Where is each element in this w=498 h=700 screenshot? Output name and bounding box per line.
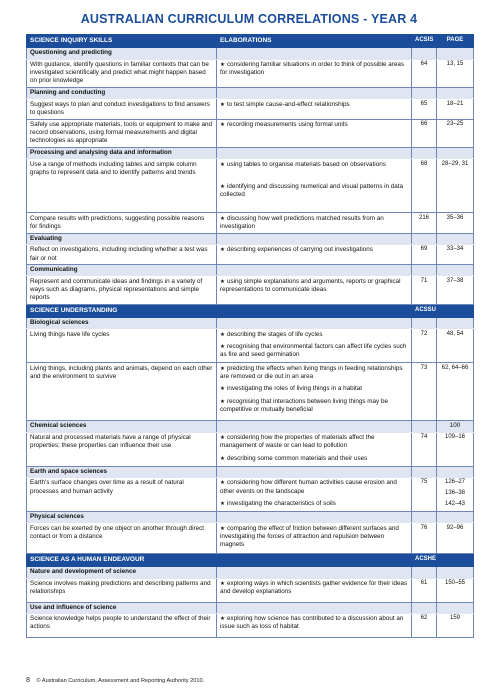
table-row bbox=[27, 578, 474, 602]
table-row bbox=[27, 613, 474, 637]
outcome-text: Use a range of methods including tables and simple column graphs to represent data and to identify patterns and trends bbox=[27, 159, 217, 213]
subheading: Physical sciences bbox=[27, 511, 217, 522]
star-icon: ★ bbox=[220, 455, 225, 462]
code: 216 bbox=[412, 213, 437, 233]
page-number: 8 bbox=[26, 677, 30, 684]
header-acshe: ACSHE bbox=[412, 554, 437, 567]
code: 64 bbox=[412, 59, 437, 88]
code: 76 bbox=[412, 523, 437, 554]
page-title: AUSTRALIAN CURRICULUM CORRELATIONS - YEAR 4 bbox=[80, 12, 418, 26]
star-icon: ★ bbox=[220, 344, 225, 351]
subheading: Biological sciences bbox=[27, 318, 217, 329]
subheading: Communicating bbox=[27, 265, 217, 276]
star-icon: ★ bbox=[220, 500, 225, 507]
elaboration: ★ discussing how well predictions matched results from an investigation bbox=[217, 213, 412, 233]
section-header-inquiry bbox=[27, 35, 474, 48]
outcome-text: Suggest ways to plan and conduct investigations to find answers to questions bbox=[27, 99, 217, 119]
star-icon: ★ bbox=[220, 278, 225, 285]
pages: 13, 15 bbox=[437, 59, 474, 88]
subheading-row bbox=[27, 567, 474, 578]
table-row bbox=[27, 363, 474, 421]
star-icon: ★ bbox=[220, 386, 225, 393]
code: 69 bbox=[412, 244, 437, 264]
star-icon: ★ bbox=[220, 161, 225, 168]
pages: 159 bbox=[437, 613, 474, 637]
subheading: Questioning and predicting bbox=[27, 48, 217, 59]
outcome-text: With guidance, identify questions in familiar contexts that can be investigated scientifically and predict what might happen based on prior knowledge bbox=[27, 59, 217, 88]
table-row bbox=[27, 244, 474, 264]
pages: 48, 54 bbox=[437, 329, 474, 363]
subheading-row bbox=[27, 233, 474, 244]
table-row bbox=[27, 329, 474, 363]
subheading-row bbox=[27, 148, 474, 159]
outcome-text: Earth's surface changes over time as a result of natural processes and human activity bbox=[27, 477, 217, 511]
pages: 28–29, 31 bbox=[437, 159, 474, 213]
code: 65 bbox=[412, 99, 437, 119]
star-icon: ★ bbox=[220, 398, 225, 405]
table-row bbox=[27, 119, 474, 148]
outcome-text: Represent and communicate ideas and findings in a variety of ways such as diagrams, physical representations and simple reports bbox=[27, 276, 217, 305]
subheading-row bbox=[27, 511, 474, 522]
outcome-text: Compare results with predictions, suggesting possible reasons for findings bbox=[27, 213, 217, 233]
elaboration: ★ to test simple cause-and-effect relationships bbox=[217, 99, 412, 119]
header-acsis: ACSIS bbox=[412, 35, 437, 48]
code: 68 bbox=[412, 159, 437, 213]
pages: 92–96 bbox=[437, 523, 474, 554]
pages: 100 bbox=[437, 421, 474, 432]
outcome-text: Science knowledge helps people to understand the effect of their actions bbox=[27, 613, 217, 637]
correlations-table bbox=[26, 34, 474, 638]
star-icon: ★ bbox=[220, 616, 225, 623]
pages: 37–38 bbox=[437, 276, 474, 305]
pages: 109–16 bbox=[437, 432, 474, 466]
table-row bbox=[27, 213, 474, 233]
pages: 18–21 bbox=[437, 99, 474, 119]
star-icon: ★ bbox=[220, 101, 225, 108]
page-footer bbox=[26, 677, 204, 684]
star-icon: ★ bbox=[220, 122, 225, 129]
elaboration: ★ using simple explanations and arguments, reports or graphical representations to communicate ideas bbox=[217, 276, 412, 305]
subheading-row bbox=[27, 421, 474, 432]
subheading: Evaluating bbox=[27, 233, 217, 244]
table-row bbox=[27, 99, 474, 119]
section-header-endeavour bbox=[27, 554, 474, 567]
section-header-understanding bbox=[27, 304, 474, 317]
pages: 62, 64–66 bbox=[437, 363, 474, 421]
subheading-row bbox=[27, 88, 474, 99]
code: 73 bbox=[412, 363, 437, 421]
star-icon: ★ bbox=[220, 435, 225, 442]
elaboration: ★ considering how different human activities cause erosion and other events on the landscape ★ investigating the characteristics of soils bbox=[217, 477, 412, 511]
subheading-row bbox=[27, 466, 474, 477]
outcome-text: Safely use appropriate materials, tools or equipment to make and record observations, using formal measurements and digital technologies as appropriate bbox=[27, 119, 217, 148]
star-icon: ★ bbox=[220, 581, 225, 588]
pages: 23–25 bbox=[437, 119, 474, 148]
elaboration: ★ describing experiences of carrying out investigations bbox=[217, 244, 412, 264]
subheading-row bbox=[27, 602, 474, 613]
star-icon: ★ bbox=[220, 247, 225, 254]
star-icon: ★ bbox=[220, 365, 225, 372]
table-row bbox=[27, 276, 474, 305]
header-understanding: SCIENCE UNDERSTANDING bbox=[27, 304, 412, 317]
code: 74 bbox=[412, 432, 437, 466]
elaboration: ★ considering how the properties of materials affect the management of waste or can lead to pollution ★ describing some common materials and their uses bbox=[217, 432, 412, 466]
pages: 33–34 bbox=[437, 244, 474, 264]
elaboration: ★ comparing the effect of friction between different surfaces and investigating the forces of attraction and repulsion between magnets bbox=[217, 523, 412, 554]
elaboration: ★ predicting the effects when living things in feeding relationships are removed or die out in an area ★ investigating the roles of living things in a habitat ★ recognising that interactions between living things may be competitive or mutually beneficial bbox=[217, 363, 412, 421]
outcome-text: Living things have life cycles bbox=[27, 329, 217, 363]
star-icon: ★ bbox=[220, 480, 225, 487]
header-elaborations: ELABORATIONS bbox=[217, 35, 412, 48]
outcome-text: Reflect on investigations, including including whether a test was fair or not bbox=[27, 244, 217, 264]
subheading: Planning and conducting bbox=[27, 88, 217, 99]
star-icon: ★ bbox=[220, 184, 225, 190]
outcome-text: Natural and processed materials have a range of physical properties; these properties can influence their use bbox=[27, 432, 217, 466]
subheading: Processing and analysing data and information bbox=[27, 148, 217, 159]
star-icon: ★ bbox=[220, 331, 225, 338]
code: 66 bbox=[412, 119, 437, 148]
subheading-row bbox=[27, 265, 474, 276]
code: 72 bbox=[412, 329, 437, 363]
subheading: Earth and space sciences bbox=[27, 466, 217, 477]
table-row bbox=[27, 59, 474, 88]
header-endeavour: SCIENCE AS A HUMAN ENDEAVOUR bbox=[27, 554, 412, 567]
elaboration: ★ exploring how science has contributed to a discussion about an issue such as loss of habitat bbox=[217, 613, 412, 637]
subheading: Nature and development of science bbox=[27, 567, 217, 578]
code: 62 bbox=[412, 613, 437, 637]
pages: 35–36 bbox=[437, 213, 474, 233]
elaboration: ★ using tables to organise materials based on observations ★ identifying and discussing numerical and visual patterns in data collected bbox=[217, 159, 412, 213]
pages: 150–55 bbox=[437, 578, 474, 602]
elaboration: ★ considering familiar situations in order to think of possible areas for investigation bbox=[217, 59, 412, 88]
header-acssu: ACSSU bbox=[412, 304, 437, 317]
elaboration: ★ exploring ways in which scientists gather evidence for their ideas and develop explanations bbox=[217, 578, 412, 602]
code: 71 bbox=[412, 276, 437, 305]
header-page: PAGE bbox=[437, 35, 474, 48]
outcome-text: Science involves making predictions and describing patterns and relationships bbox=[27, 578, 217, 602]
copyright-text: © Australian Curriculum, Assessment and Reporting Authority 2010. bbox=[36, 678, 205, 684]
subheading-row bbox=[27, 48, 474, 59]
subheading-row bbox=[27, 318, 474, 329]
elaboration: ★ describing the stages of life cycles ★ recognising that environmental factors can affect life cycles such as fire and seed germination bbox=[217, 329, 412, 363]
code: 75 bbox=[412, 477, 437, 511]
outcome-text: Forces can be exerted by one object on another through direct contact or from a distance bbox=[27, 523, 217, 554]
table-row bbox=[27, 432, 474, 466]
star-icon: ★ bbox=[220, 525, 225, 532]
table-row bbox=[27, 159, 474, 213]
pages: 126–27 136–38 142–43 bbox=[437, 477, 474, 511]
elaboration: ★ recording measurements using formal units bbox=[217, 119, 412, 148]
subheading: Chemical sciences bbox=[27, 421, 217, 432]
star-icon: ★ bbox=[220, 62, 225, 69]
header-skills: SCIENCE INQUIRY SKILLS bbox=[27, 35, 217, 48]
subheading: Use and influence of science bbox=[27, 602, 217, 613]
star-icon: ★ bbox=[220, 215, 225, 222]
table-row bbox=[27, 477, 474, 511]
table-row bbox=[27, 523, 474, 554]
code: 61 bbox=[412, 578, 437, 602]
outcome-text: Living things, including plants and animals, depend on each other and the environment to survive bbox=[27, 363, 217, 421]
